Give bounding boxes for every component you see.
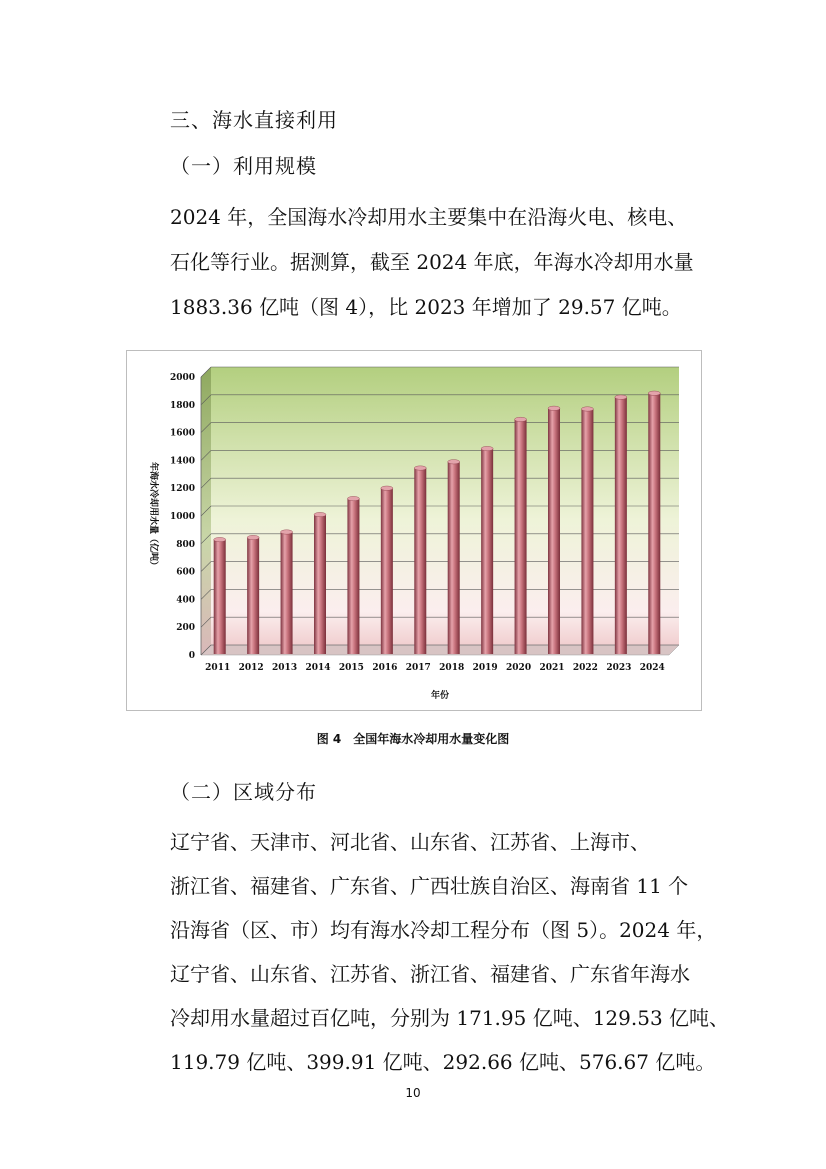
bar — [481, 446, 493, 654]
bar-chart — [127, 351, 701, 710]
bar-top — [347, 496, 359, 500]
y-tick-label: 1000 — [169, 512, 195, 522]
y-tick-label: 1600 — [169, 428, 195, 439]
bar-body — [581, 409, 593, 654]
bar-body — [615, 397, 627, 654]
x-tick-label: 2012 — [238, 663, 264, 673]
bar — [414, 466, 426, 654]
chart-floor — [201, 645, 679, 655]
y-tick-label: 600 — [176, 567, 195, 578]
x-tick-label: 2017 — [405, 663, 431, 673]
paragraph-line: 沿海省（区、市）均有海水冷却工程分布（图 5）。2024 年， — [170, 918, 717, 942]
x-tick-label: 2016 — [372, 663, 398, 673]
bar-body — [314, 515, 326, 654]
bar — [281, 530, 293, 654]
y-tick-label: 200 — [176, 623, 195, 634]
x-tick-label: 2024 — [639, 663, 665, 673]
bar-body — [548, 408, 560, 654]
y-tick-label: 1800 — [169, 400, 195, 411]
bar-body — [214, 540, 226, 654]
bar-top — [615, 395, 627, 399]
bar-top — [314, 512, 326, 516]
bar-body — [347, 499, 359, 654]
x-tick-label: 2020 — [506, 663, 532, 673]
bar — [314, 512, 326, 654]
x-tick-label: 2019 — [472, 663, 498, 673]
bar-body — [281, 532, 293, 654]
bar-top — [448, 460, 460, 464]
bar-top — [648, 391, 660, 395]
paragraph-line: 2024 年，全国海水冷却用水主要集中在沿海火电、核电、 — [170, 205, 688, 229]
paragraph-line: 冷却用水量超过百亿吨，分别为 171.95 亿吨、129.53 亿吨、 — [170, 1006, 730, 1030]
paragraph-line: 石化等行业。据测算，截至 2024 年底，年海水冷却用水量 — [170, 250, 694, 274]
page-number: 10 — [405, 1086, 421, 1100]
bar — [214, 537, 226, 654]
y-tick-label: 2000 — [169, 373, 195, 383]
y-tick-label: 400 — [176, 595, 195, 606]
bar-top — [247, 535, 259, 539]
paragraph-line: 浙江省、福建省、广东省、广西壮族自治区、海南省 11 个 — [170, 874, 689, 898]
bar-top — [281, 530, 293, 534]
bar-top — [581, 407, 593, 411]
bar — [448, 460, 460, 654]
bar-top — [548, 406, 560, 410]
x-axis-label: 年份 — [430, 691, 450, 701]
x-tick-label: 2013 — [272, 663, 298, 673]
bar — [381, 486, 393, 654]
bar-top — [515, 417, 527, 421]
bar — [615, 395, 627, 654]
bar-top — [414, 466, 426, 470]
paragraph-line: 1883.36 亿吨（图 4），比 2023 年增加了 29.57 亿吨。 — [170, 295, 682, 319]
bar — [515, 417, 527, 654]
bar-body — [381, 488, 393, 654]
y-tick-label: 800 — [176, 539, 195, 550]
bar-top — [381, 486, 393, 490]
x-tick-label: 2022 — [572, 663, 598, 673]
bar-body — [247, 538, 259, 654]
bar-body — [448, 462, 460, 654]
figure-caption: 图 4 全国年海水冷却用水量变化图 — [316, 732, 510, 746]
x-tick-label: 2014 — [305, 663, 331, 673]
bar-top — [481, 446, 493, 450]
x-tick-label: 2023 — [606, 663, 632, 673]
x-tick-label: 2018 — [439, 663, 465, 673]
paragraph-line: 辽宁省、天津市、河北省、山东省、江苏省、上海市、 — [170, 830, 650, 854]
x-tick-label: 2015 — [338, 663, 364, 673]
section-heading: 三、海水直接利用 — [170, 108, 338, 132]
paragraph-line: 119.79 亿吨、399.91 亿吨、292.66 亿吨、576.67 亿吨。 — [170, 1050, 716, 1074]
y-tick-label: 1200 — [169, 484, 195, 495]
figure-chart — [126, 350, 702, 711]
bar-body — [648, 393, 660, 654]
paragraph-line: 辽宁省、山东省、江苏省、浙江省、福建省、广东省年海水 — [170, 962, 690, 986]
bar — [581, 407, 593, 654]
subsection-heading-scale: （一）利用规模 — [170, 154, 317, 178]
y-axis-label: 年海水冷却用水量（亿吨） — [148, 461, 158, 571]
bar-body — [481, 449, 493, 654]
x-tick-label: 2011 — [205, 663, 231, 673]
y-tick-label: 0 — [188, 651, 195, 661]
bar — [648, 391, 660, 654]
subsection-heading-region: （二）区域分布 — [170, 780, 317, 804]
bar — [548, 406, 560, 654]
bar-body — [414, 468, 426, 654]
bar — [347, 496, 359, 654]
y-tick-label: 1400 — [169, 456, 195, 467]
bar-body — [515, 419, 527, 654]
bar — [247, 535, 259, 654]
x-tick-label: 2021 — [539, 663, 565, 673]
bar-top — [214, 537, 226, 541]
